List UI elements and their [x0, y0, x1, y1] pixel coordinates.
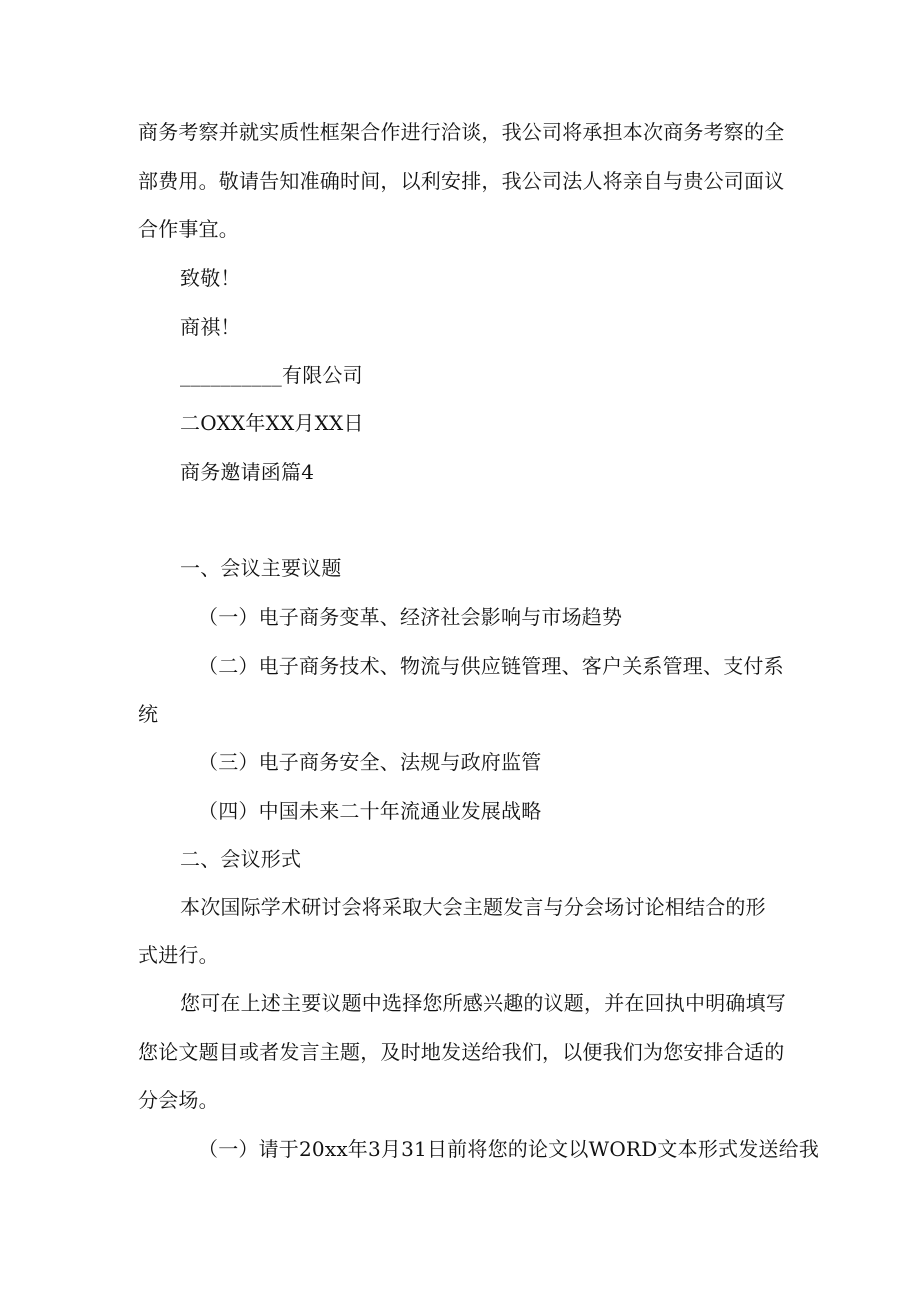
topic-item: （一）电子商务变革、经济社会影响与市场趋势 — [198, 605, 623, 629]
body-text-line: 您论文题目或者发言主题，及时地发送给我们，以便我们为您安排合适的 — [138, 1040, 785, 1064]
signature-company: __________有限公司 — [180, 363, 363, 387]
topic-item: （四）中国未来二十年流通业发展战略 — [198, 799, 542, 823]
body-text-line: 部费用。敬请告知准确时间，以利安排，我公司法人将亲自与贵公司面议 — [138, 169, 785, 193]
heading-meeting-topics: 一、会议主要议题 — [180, 556, 342, 580]
body-text-line: 您可在上述主要议题中选择您所感兴趣的议题，并在回执中明确填写 — [180, 991, 786, 1015]
body-text-line: 分会场。 — [138, 1088, 219, 1112]
topic-item-continuation: 统 — [138, 702, 159, 726]
signature-date: 二OXX年XX月XX日 — [180, 411, 364, 435]
body-text-line: 合作事宜。 — [138, 217, 239, 241]
body-text-line: 式进行。 — [138, 943, 219, 967]
closing-greeting: 商祺！ — [180, 315, 241, 339]
topic-item: （三）电子商务安全、法规与政府监管 — [198, 750, 542, 774]
body-text-line: 商务考察并就实质性框架合作进行洽谈，我公司将承担本次商务考察的全 — [138, 120, 785, 144]
body-text-line: 本次国际学术研讨会将采取大会主题发言与分会场讨论相结合的形 — [180, 895, 766, 919]
body-text-line: （一）请于20xx年3月31日前将您的论文以WORD文本形式发送给我 — [198, 1137, 820, 1161]
section-title: 商务邀请函篇4 — [180, 460, 315, 484]
topic-item: （二）电子商务技术、物流与供应链管理、客户关系管理、支付系 — [198, 654, 784, 678]
closing-salutation: 致敬！ — [180, 266, 241, 290]
heading-meeting-format: 二、会议形式 — [180, 847, 302, 871]
